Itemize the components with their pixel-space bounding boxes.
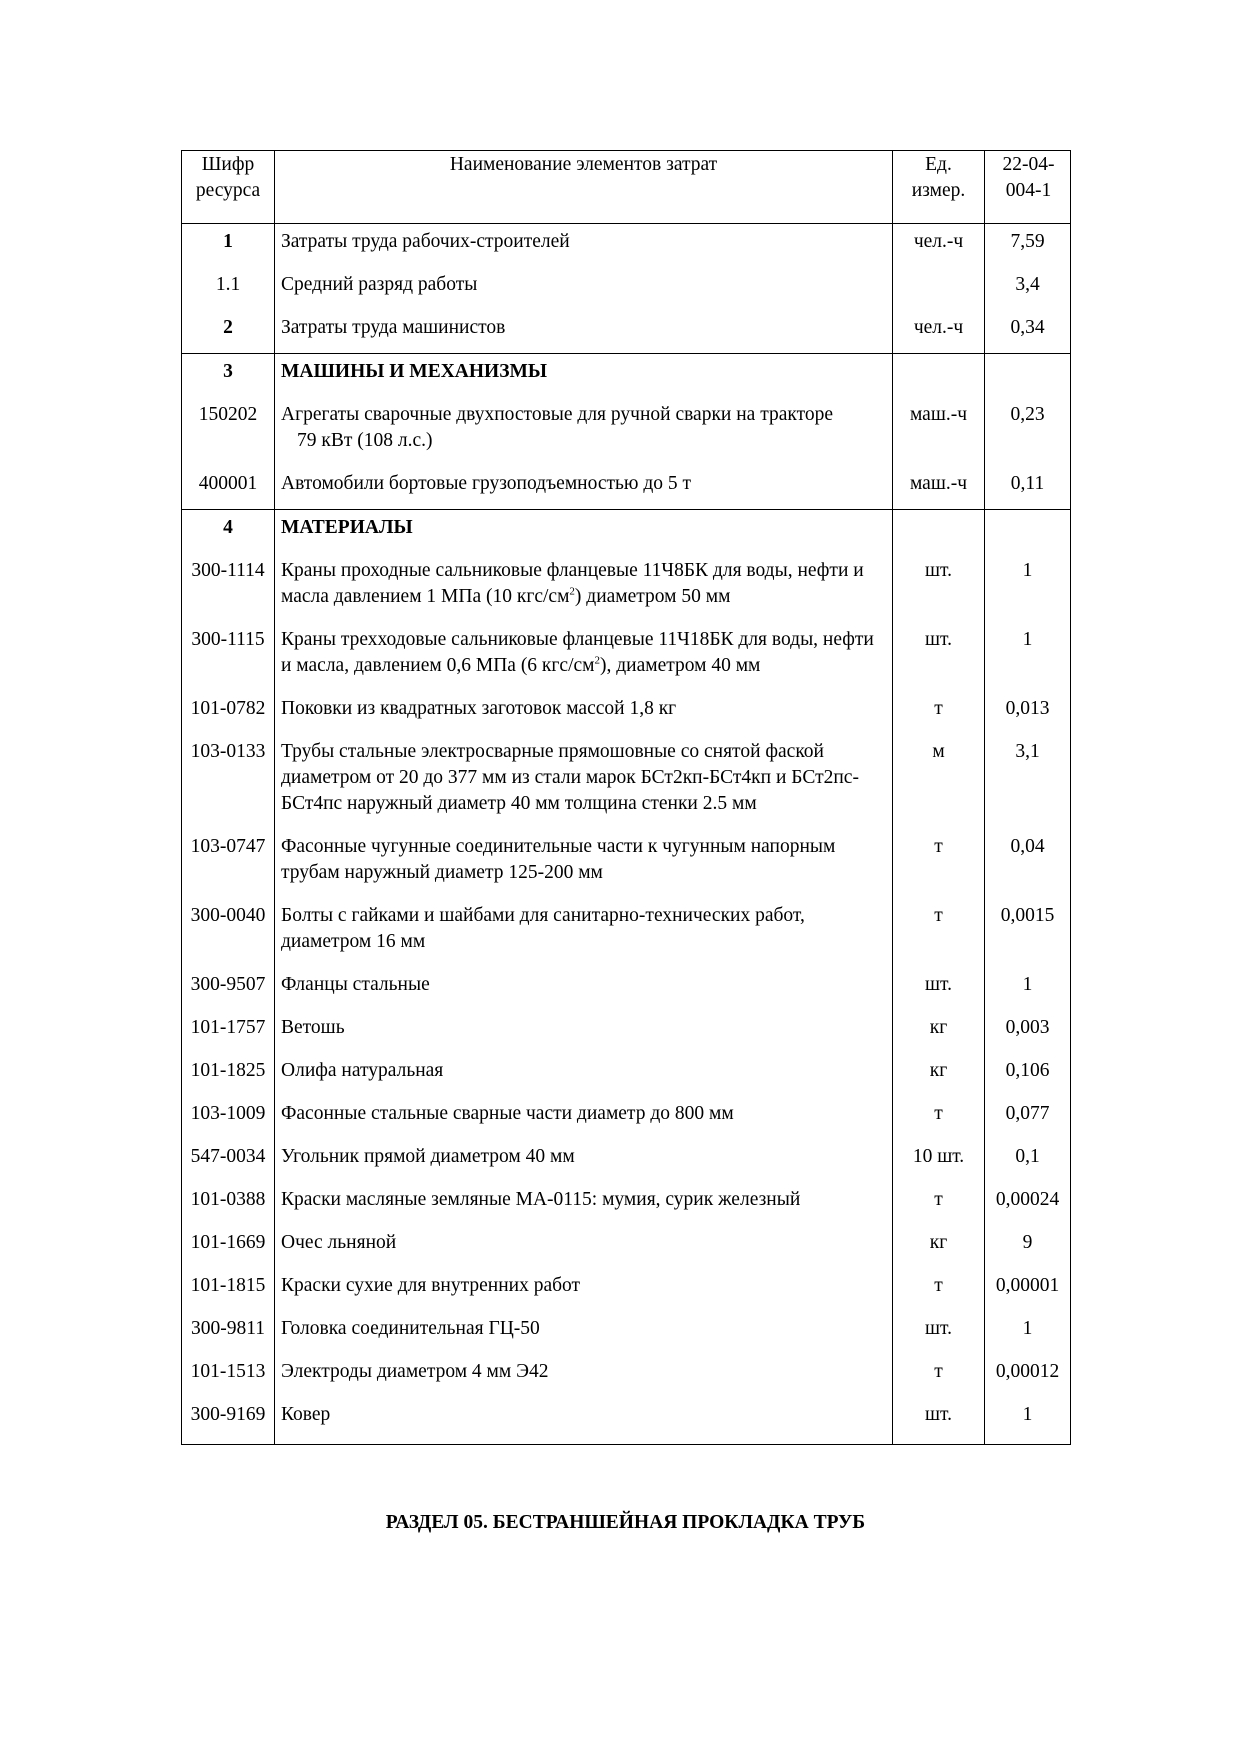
resource-code: 101-0782 (182, 691, 275, 734)
resource-name-text: Ковер (281, 1404, 331, 1425)
resource-name (275, 734, 893, 829)
unit-of-measure: 10 шт. (893, 1139, 985, 1182)
norm-value: 0,106 (985, 1053, 1071, 1096)
norm-value: 0,0015 (985, 898, 1071, 967)
unit-of-measure: т (893, 691, 985, 734)
resource-code: 400001 (182, 466, 275, 510)
unit-of-measure: маш.-ч (893, 466, 985, 510)
resource-code: 300-9507 (182, 967, 275, 1010)
resource-code: 300-1114 (182, 553, 275, 622)
resource-name-tail: ) диаметром 50 мм (574, 586, 731, 607)
norm-value: 1 (985, 967, 1071, 1010)
header-unit: Ед. измер. (893, 151, 985, 224)
norm-value: 9 (985, 1225, 1071, 1268)
table-row (182, 267, 1071, 310)
unit-of-measure (893, 510, 985, 554)
resource-code: 1.1 (182, 267, 275, 310)
resource-name-text: Фланцы стальные (281, 974, 430, 995)
table-row (182, 1139, 1071, 1182)
norm-value: 3,4 (985, 267, 1071, 310)
resource-name-text: Краски сухие для внутренних работ (281, 1275, 581, 1296)
resource-code: 101-1825 (182, 1053, 275, 1096)
unit-of-measure (893, 354, 985, 398)
unit-of-measure: шт. (893, 1397, 985, 1445)
resource-name-text: Краны проходные сальниковые фланцевые 11Ч8БК для воды, нефти и масла давлением 1 МПа (10 кгс/см (281, 560, 864, 607)
resource-name-text: Фасонные стальные сварные части диаметр до 800 мм (281, 1103, 734, 1124)
table-row (182, 310, 1071, 354)
resource-name (275, 1311, 893, 1354)
resource-name (275, 224, 893, 268)
norm-value: 0,1 (985, 1139, 1071, 1182)
unit-of-measure: кг (893, 1010, 985, 1053)
resource-name (275, 898, 893, 967)
unit-of-measure: т (893, 1268, 985, 1311)
resource-code: 101-1815 (182, 1268, 275, 1311)
norm-value: 0,00012 (985, 1354, 1071, 1397)
resource-name (275, 1182, 893, 1225)
resource-name (275, 829, 893, 898)
resource-code: 103-1009 (182, 1096, 275, 1139)
unit-of-measure: т (893, 829, 985, 898)
table-row (182, 1311, 1071, 1354)
resource-code: 101-1757 (182, 1010, 275, 1053)
norm-value: 3,1 (985, 734, 1071, 829)
table-row (182, 510, 1071, 554)
norm-value: 1 (985, 553, 1071, 622)
resource-name (275, 1268, 893, 1311)
table-row (182, 1096, 1071, 1139)
resource-name-text: Затраты труда рабочих-строителей (281, 231, 570, 252)
resource-name-text: МАТЕРИАЛЫ (281, 517, 413, 538)
norm-value: 7,59 (985, 224, 1071, 268)
table-header-row (182, 151, 1071, 224)
table-row (182, 622, 1071, 691)
resource-name (275, 967, 893, 1010)
resource-code: 103-0747 (182, 829, 275, 898)
header-code: Шифр ресурса (182, 151, 275, 224)
resource-code: 3 (182, 354, 275, 398)
table-row (182, 1397, 1071, 1445)
resource-name-text: Трубы стальные электросварные прямошовные со снятой фаской диаметром от 20 до 377 мм из стали марок БСт2кп-БСт4кп и БСт2пс-БСт4пс наружный диаметр 40 мм толщина стенки 2.5 мм (281, 741, 859, 814)
resource-name (275, 397, 893, 466)
resource-name (275, 1397, 893, 1445)
norm-value: 0,077 (985, 1096, 1071, 1139)
resource-code: 1 (182, 224, 275, 268)
table-row (182, 691, 1071, 734)
table-row (182, 967, 1071, 1010)
resource-name-text: Поковки из квадратных заготовок массой 1,8 кг (281, 698, 677, 719)
resource-name (275, 1225, 893, 1268)
superscript: 2 (569, 585, 575, 598)
resource-code: 300-9811 (182, 1311, 275, 1354)
resource-name-text: Олифа натуральная (281, 1060, 444, 1081)
table-row (182, 734, 1071, 829)
unit-of-measure: маш.-ч (893, 397, 985, 466)
resource-code: 150202 (182, 397, 275, 466)
resource-name (275, 510, 893, 554)
resource-code: 300-9169 (182, 1397, 275, 1445)
unit-of-measure: кг (893, 1225, 985, 1268)
resource-name-text: Краны трехходовые сальниковые фланцевые 11Ч18БК для воды, нефти и масла, давлением 0,6 МПа (6 кгс/см (281, 629, 874, 676)
table-row (182, 397, 1071, 466)
resource-code: 300-0040 (182, 898, 275, 967)
table-row (182, 1053, 1071, 1096)
table-row (182, 1010, 1071, 1053)
resource-name-text: Очес льняной (281, 1232, 397, 1253)
resource-code: 2 (182, 310, 275, 354)
resource-name (275, 1053, 893, 1096)
superscript: 2 (594, 654, 600, 667)
resource-name-text: Головка соединительная ГЦ-50 (281, 1318, 540, 1339)
resource-name-text: Ветошь (281, 1017, 345, 1038)
norm-value: 1 (985, 1311, 1071, 1354)
header-norm: 22-04-004-1 (985, 151, 1071, 224)
unit-of-measure (893, 267, 985, 310)
resource-code: 103-0133 (182, 734, 275, 829)
resource-code: 4 (182, 510, 275, 554)
table-row (182, 466, 1071, 510)
table-row (182, 553, 1071, 622)
resource-name (275, 1010, 893, 1053)
resource-name-continuation: 79 кВт (108 л.с.) (297, 430, 433, 451)
norm-value (985, 354, 1071, 398)
resource-code: 101-1669 (182, 1225, 275, 1268)
resource-name (275, 267, 893, 310)
unit-of-measure: чел.-ч (893, 310, 985, 354)
unit-of-measure: т (893, 1182, 985, 1225)
resource-name-text: Агрегаты сварочные двухпостовые для ручной сварки на тракторе (281, 404, 834, 425)
resource-name-text: Болты с гайками и шайбами для санитарно-технических работ, диаметром 16 мм (281, 905, 805, 952)
section-heading: РАЗДЕЛ 05. БЕСТРАНШЕЙНАЯ ПРОКЛАДКА ТРУБ (385, 1512, 866, 1533)
table-row (182, 898, 1071, 967)
unit-of-measure: кг (893, 1053, 985, 1096)
norm-value: 0,00001 (985, 1268, 1071, 1311)
resource-name-text: Затраты труда машинистов (281, 317, 506, 338)
resource-table (181, 150, 1071, 1445)
norm-value: 0,23 (985, 397, 1071, 466)
resource-name (275, 354, 893, 398)
resource-name (275, 1096, 893, 1139)
resource-name-text: Краски масляные земляные МА-0115: мумия, сурик железный (281, 1189, 801, 1210)
resource-code: 547-0034 (182, 1139, 275, 1182)
unit-of-measure: шт. (893, 967, 985, 1010)
resource-name-tail: ), диаметром 40 мм (599, 655, 761, 676)
norm-value (985, 510, 1071, 554)
resource-code: 101-1513 (182, 1354, 275, 1397)
norm-value: 0,003 (985, 1010, 1071, 1053)
header-name: Наименование элементов затрат (275, 151, 893, 224)
table-row (182, 354, 1071, 398)
norm-value: 0,11 (985, 466, 1071, 510)
resource-name (275, 622, 893, 691)
resource-name-text: Автомобили бортовые грузоподъемностью до 5 т (281, 473, 692, 494)
unit-of-measure: т (893, 1354, 985, 1397)
resource-name (275, 691, 893, 734)
table-row (182, 1182, 1071, 1225)
table-row (182, 829, 1071, 898)
resource-name (275, 553, 893, 622)
resource-name-text: Угольник прямой диаметром 40 мм (281, 1146, 575, 1167)
resource-table-body (182, 151, 1071, 1445)
table-row (182, 1268, 1071, 1311)
unit-of-measure: шт. (893, 1311, 985, 1354)
resource-code: 101-0388 (182, 1182, 275, 1225)
unit-of-measure: шт. (893, 622, 985, 691)
norm-value: 0,34 (985, 310, 1071, 354)
unit-of-measure: т (893, 898, 985, 967)
norm-value: 1 (985, 1397, 1071, 1445)
table-row (182, 1354, 1071, 1397)
resource-name-text: Фасонные чугунные соединительные части к чугунным напорным трубам наружный диаметр 125-200 мм (281, 836, 836, 883)
resource-name-text: Электроды диаметром 4 мм Э42 (281, 1361, 549, 1382)
resource-name (275, 466, 893, 510)
resource-name-text: Средний разряд работы (281, 274, 478, 295)
unit-of-measure: м (893, 734, 985, 829)
unit-of-measure: т (893, 1096, 985, 1139)
resource-name (275, 310, 893, 354)
norm-value: 0,04 (985, 829, 1071, 898)
table-row (182, 224, 1071, 268)
norm-value: 0,013 (985, 691, 1071, 734)
resource-name (275, 1354, 893, 1397)
norm-value: 1 (985, 622, 1071, 691)
resource-code: 300-1115 (182, 622, 275, 691)
resource-name (275, 1139, 893, 1182)
unit-of-measure: чел.-ч (893, 224, 985, 268)
resource-name-text: МАШИНЫ И МЕХАНИЗМЫ (281, 361, 548, 382)
unit-of-measure: шт. (893, 553, 985, 622)
table-row (182, 1225, 1071, 1268)
norm-value: 0,00024 (985, 1182, 1071, 1225)
